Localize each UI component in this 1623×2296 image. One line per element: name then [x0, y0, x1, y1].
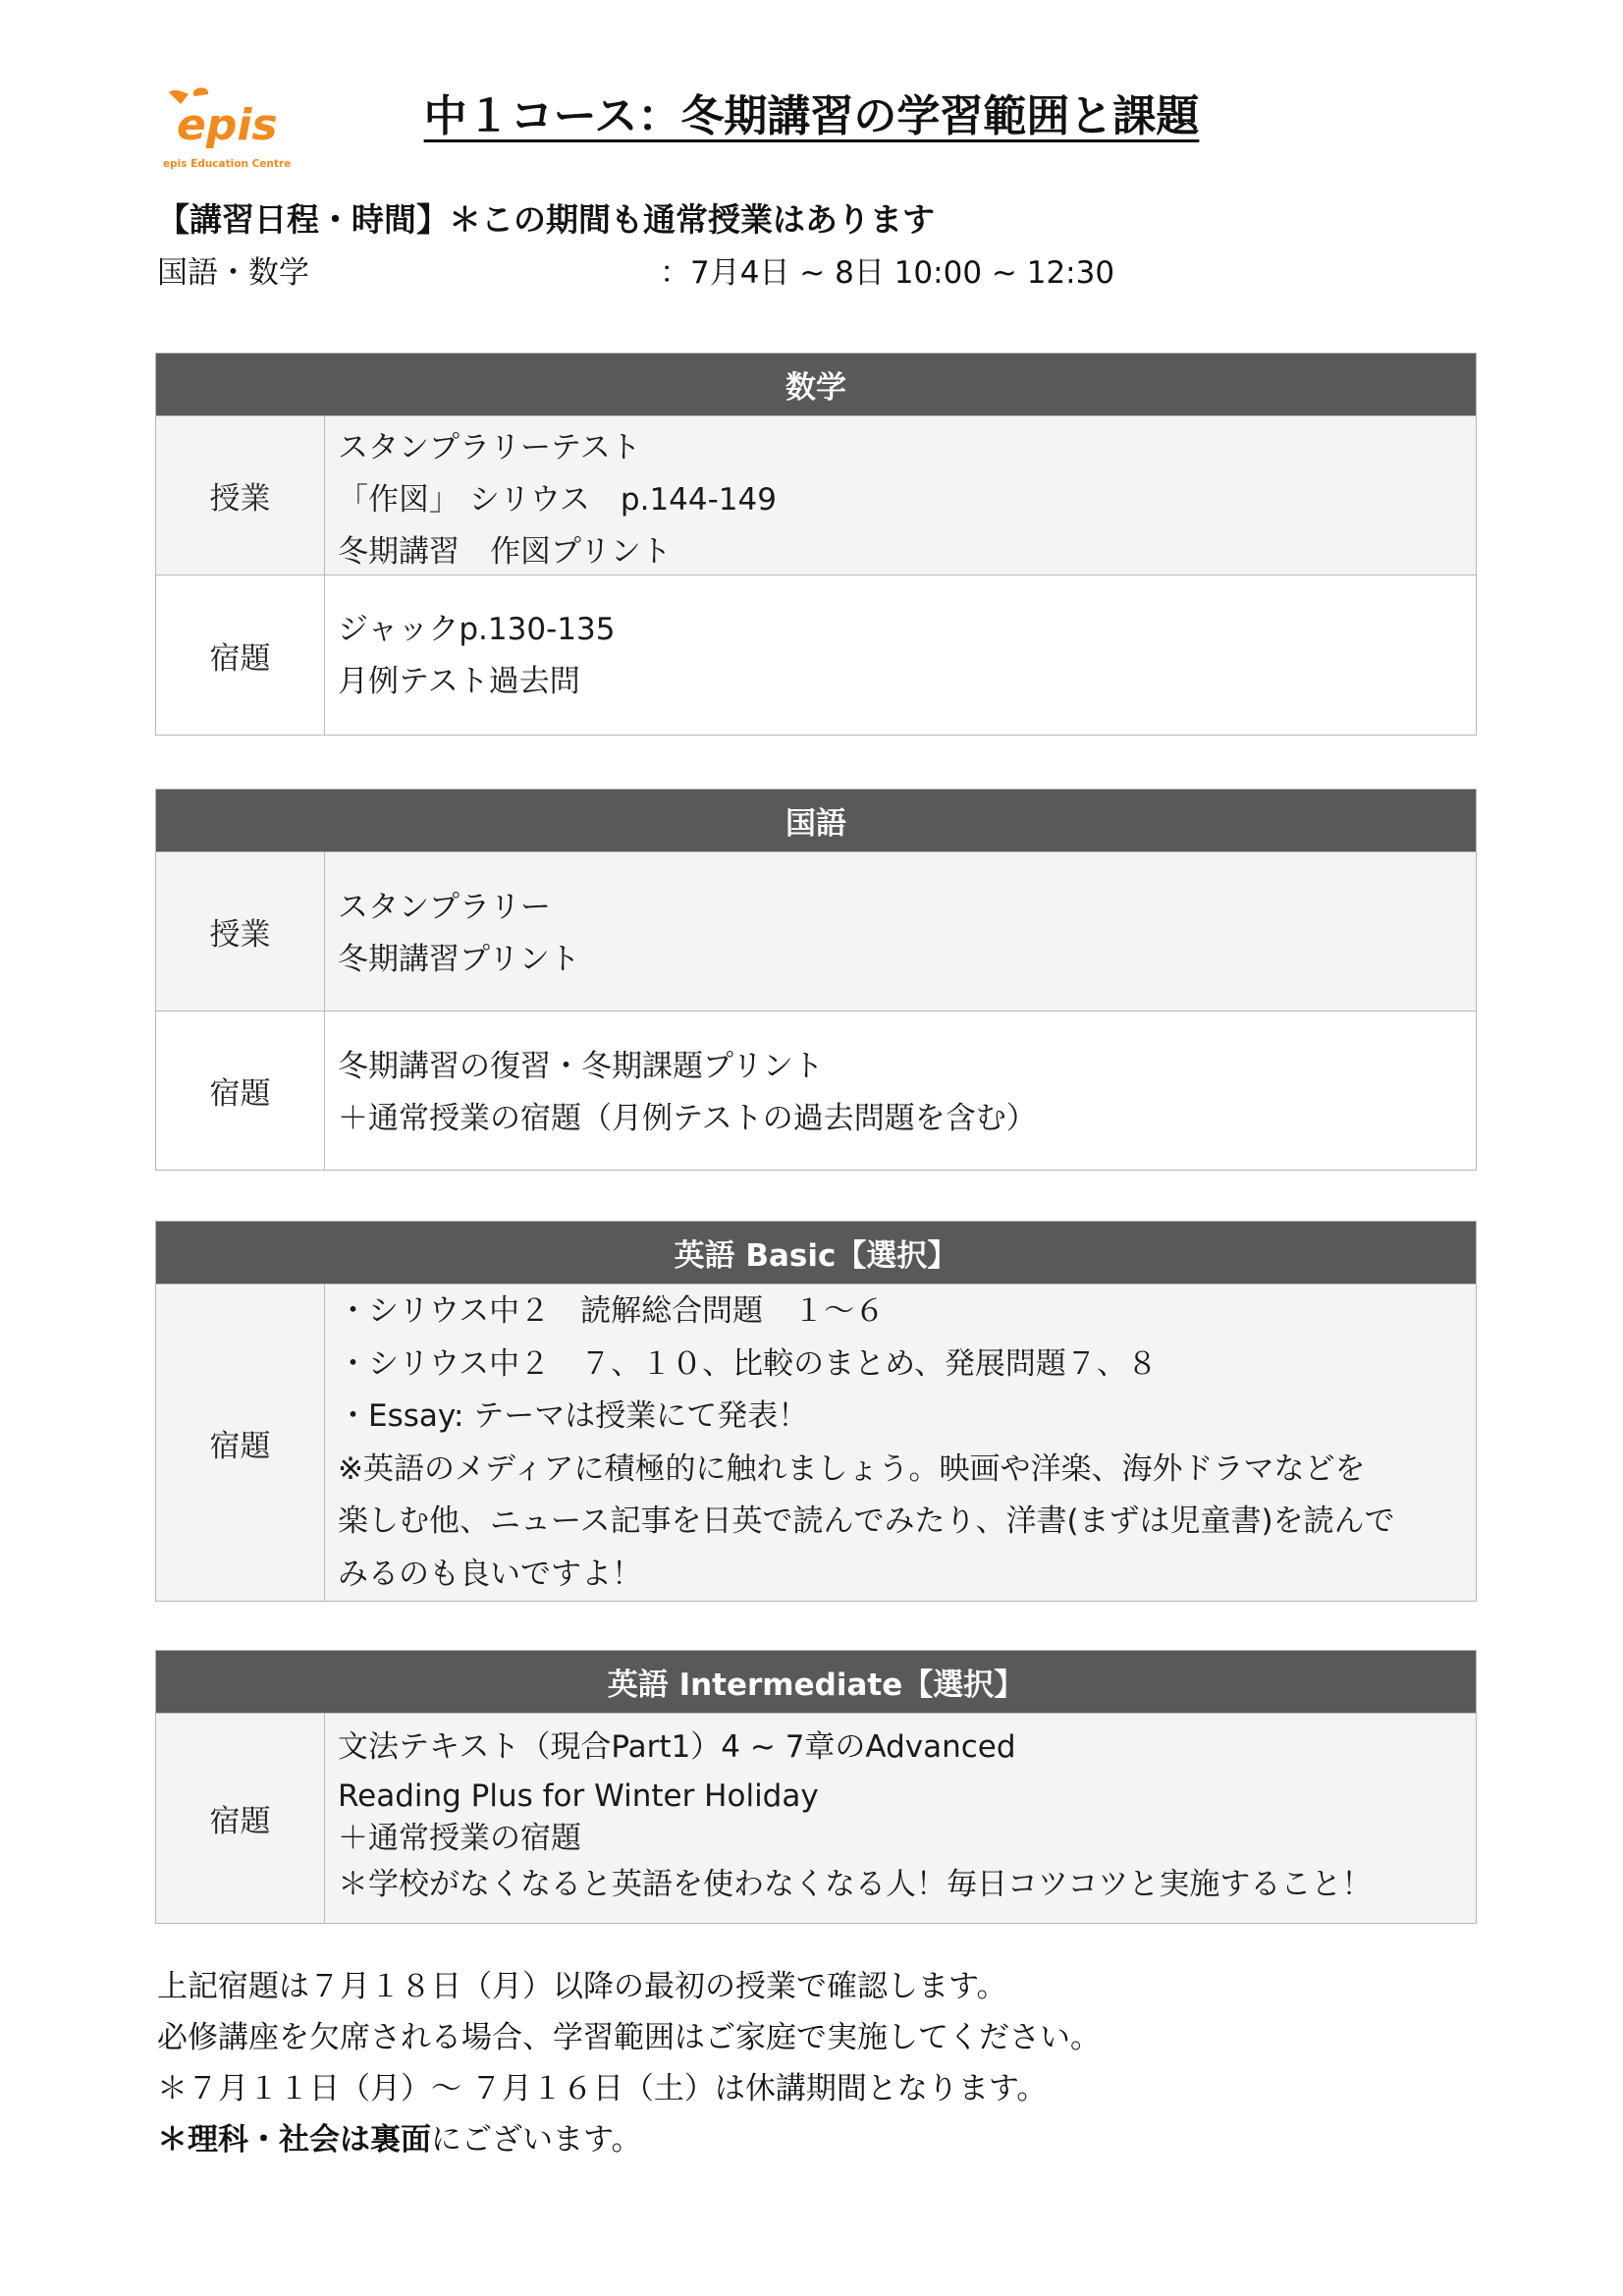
footer-note: ＊７月１１日（月）～ ７月１６日（土）は休講期間となります。: [157, 2071, 1048, 2106]
english-intermediate-homework-row: [156, 1713, 1476, 1923]
english-basic-header: 英語 Basic【選択】: [156, 1222, 1476, 1284]
english-basic-section: [155, 1221, 1477, 1602]
english-intermediate-homework-line: ＋通常授業の宿題: [338, 1821, 581, 1856]
svg-text:epis: epis: [177, 100, 278, 150]
english-intermediate-section: [155, 1650, 1477, 1924]
japanese-class-content: [325, 852, 1476, 1011]
japanese-homework-content: [325, 1011, 1476, 1170]
math-header: 数学: [156, 354, 1476, 415]
japanese-class-line: 冬期講習プリント: [338, 942, 580, 977]
math-homework-line: ジャックp.130-135: [338, 612, 616, 647]
japanese-class-row: [156, 851, 1476, 1011]
english-basic-homework-row: [156, 1284, 1476, 1601]
english-intermediate-header: 英語 Intermediate【選択】: [156, 1651, 1476, 1713]
japanese-header: 国語: [156, 790, 1476, 851]
math-homework-line: 月例テスト過去問: [338, 664, 580, 699]
english-basic-homework-line: ・Essay: テーマは授業にて発表！: [338, 1398, 809, 1434]
english-intermediate-homework-label: 宿題: [156, 1714, 325, 1923]
math-homework-label: 宿題: [156, 575, 325, 735]
math-class-line: 冬期講習 作図プリント: [338, 534, 672, 570]
japanese-homework-line: 冬期講習の復習・冬期課題プリント: [338, 1049, 824, 1084]
english-basic-homework-line: みるのも良いですよ！: [338, 1556, 642, 1592]
math-class-label: 授業: [156, 416, 325, 574]
math-class-line: 「作図」 シリウス p.144-149: [338, 482, 777, 518]
footer-note: 必修講座を欠席される場合、学習範囲はご家庭で実施してください。: [157, 2020, 1101, 2055]
japanese-homework-label: 宿題: [156, 1011, 325, 1170]
japanese-homework-row: [156, 1011, 1476, 1170]
math-class-line: スタンプラリーテスト: [338, 430, 641, 465]
english-basic-homework-line: ※英語のメディアに積極的に触れましょう。映画や洋楽、海外ドラマなどを: [338, 1450, 1366, 1487]
english-basic-homework-content: [325, 1285, 1476, 1601]
english-basic-homework-line: 楽しむ他、ニュース記事を日英で読んでみたり、洋書(まずは児童書)を読んで: [338, 1503, 1395, 1539]
english-basic-homework-line: ・シリウス中２ ７、１０、比較のまとめ、発展問題７、８: [338, 1345, 1158, 1382]
footer-note-bold: ＊理科・社会は裏面: [157, 2122, 431, 2158]
math-class-content: [325, 416, 1476, 574]
japanese-class-label: 授業: [156, 852, 325, 1011]
footer-note-rest: にございます。: [431, 2122, 642, 2158]
english-basic-homework-line: ・シリウス中２ 読解総合問題 １～６: [338, 1293, 886, 1329]
english-basic-homework-label: 宿題: [156, 1285, 325, 1601]
footer-note-science-social: [157, 2114, 642, 2159]
japanese-class-line: スタンプラリー: [338, 890, 551, 925]
japanese-section: [155, 789, 1477, 1171]
math-homework-content: [325, 575, 1476, 735]
english-intermediate-homework-content: [325, 1714, 1476, 1923]
schedule-time: ：7月4日 ~ 8日 10:00 ~ 12:30: [660, 255, 1115, 291]
english-intermediate-homework-line: Reading Plus for Winter Holiday: [338, 1778, 819, 1814]
english-intermediate-homework-line: 文法テキスト（現合Part1）4 ~ 7章のAdvanced: [338, 1729, 1016, 1765]
japanese-homework-line: ＋通常授業の宿題（月例テストの過去問題を含む）: [338, 1101, 1037, 1136]
math-class-row: [156, 415, 1476, 574]
math-homework-row: [156, 574, 1476, 735]
page-title: 中１コース：冬期講習の学習範囲と課題: [423, 91, 1200, 141]
english-intermediate-homework-line: ＊学校がなくなると英語を使わなくなる人！毎日コツコツと実施すること！: [338, 1867, 1373, 1902]
footer-note: 上記宿題は７月１８日（月）以降の最初の授業で確認します。: [157, 1969, 1007, 2004]
svg-text:epis Education Centre: epis Education Centre: [163, 158, 292, 170]
schedule-heading: 【講習日程・時間】＊この期間も通常授業はあります: [157, 200, 935, 239]
math-section: [155, 353, 1477, 736]
schedule-subjects: 国語・数学: [157, 255, 309, 291]
